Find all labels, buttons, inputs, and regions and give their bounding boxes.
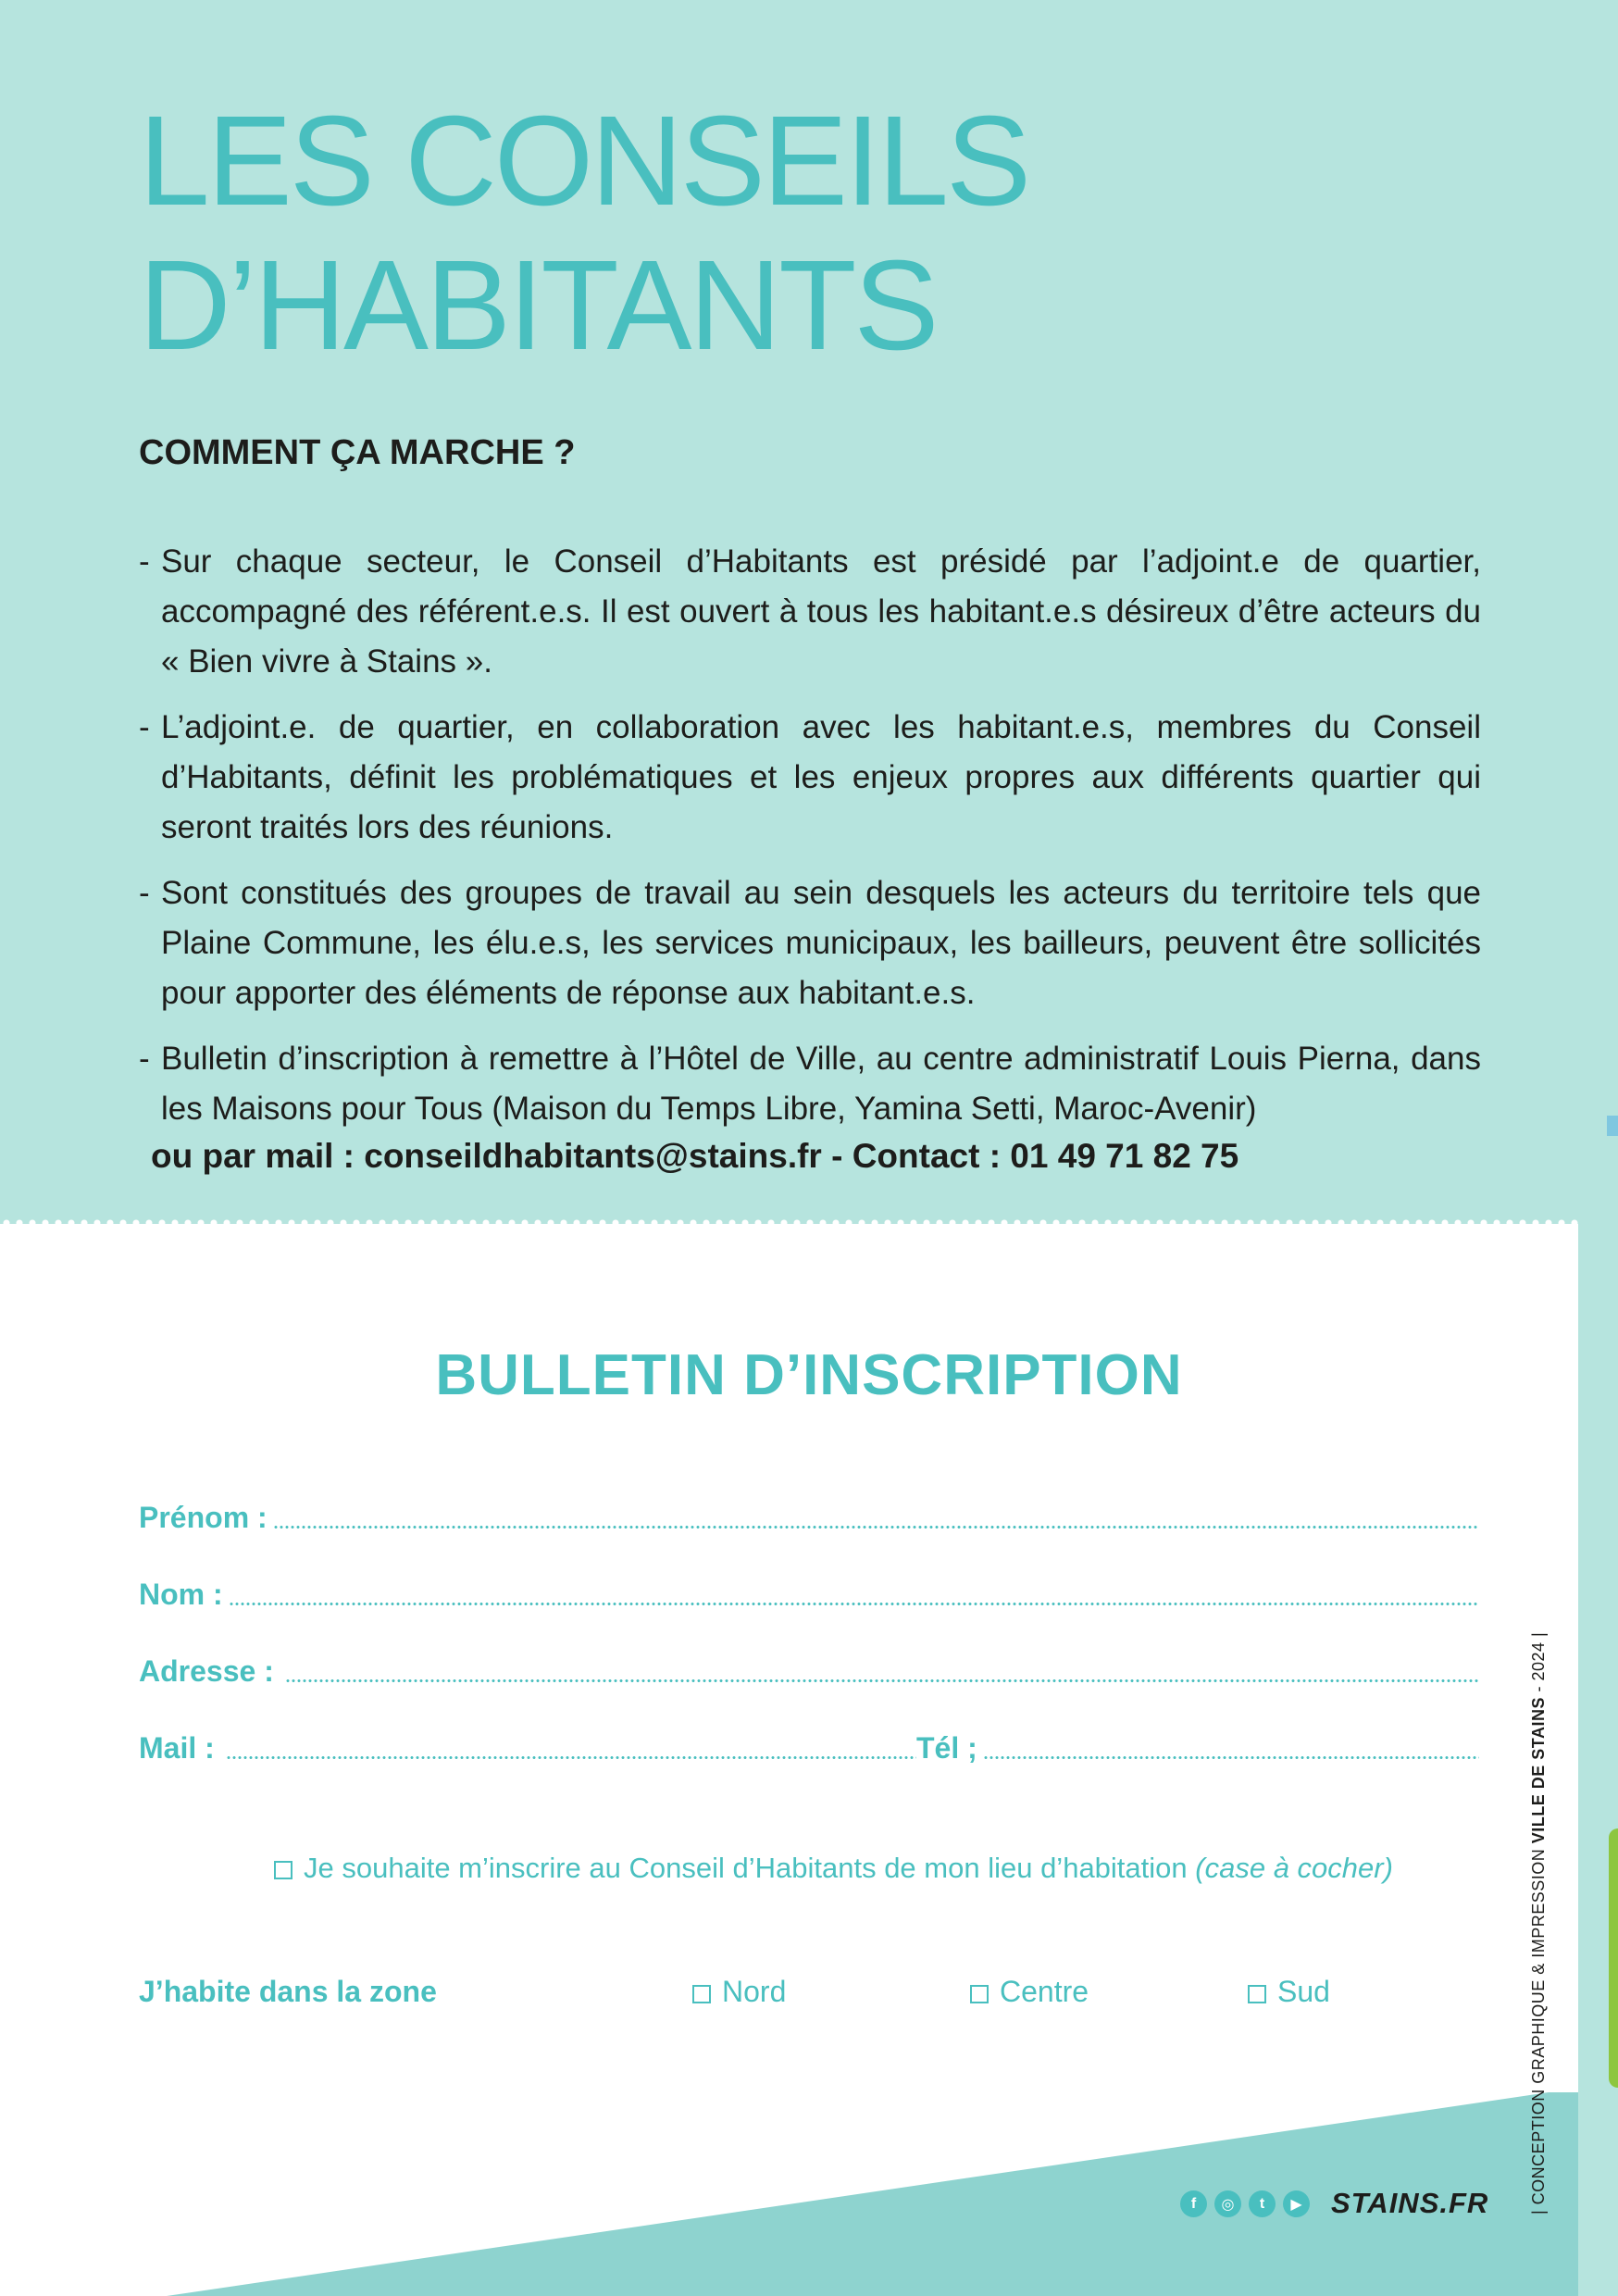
zone-option-centre[interactable] xyxy=(970,1975,1089,2009)
list-item-text: L’adjoint.e. de quartier, en collaboration avec les habitant.e.s, membres du Conseil d’Habitants, définit les problématiques et les enjeux propres aux différents quartier qui seront traités lors des réunions. xyxy=(161,709,1481,845)
zone-checkbox[interactable] xyxy=(1248,1985,1266,2003)
zone-option-label: Sud xyxy=(1277,1975,1330,2008)
edge-accent xyxy=(1609,1828,1618,2088)
instagram-icon[interactable]: ◎ xyxy=(1214,2190,1241,2217)
nom-dotted-line[interactable] xyxy=(229,1603,1479,1605)
zone-option-nord[interactable] xyxy=(692,1975,786,2009)
twitter-icon[interactable]: t xyxy=(1249,2190,1276,2217)
list-dash: - xyxy=(139,543,150,580)
list-item xyxy=(139,703,1481,853)
prenom-field[interactable] xyxy=(139,1498,1479,1535)
tel-field[interactable] xyxy=(916,1728,1479,1766)
credit-year: - 2024 xyxy=(1529,1641,1548,1692)
registration-checkbox-label: Je souhaite m’inscrire au Conseil d’Habitants de mon lieu d’habitation xyxy=(304,1852,1188,1884)
mail-field[interactable] xyxy=(139,1728,916,1766)
registration-checkbox-row[interactable] xyxy=(274,1852,1393,1885)
credit-org: VILLE DE STAINS xyxy=(1529,1697,1548,1844)
zone-option-label: Nord xyxy=(722,1975,787,2008)
tel-label: Tél ; xyxy=(916,1731,977,1765)
zone-option-label: Centre xyxy=(1000,1975,1089,2008)
adresse-field[interactable] xyxy=(139,1652,1479,1689)
contact-line: ou par mail : conseildhabitants@stains.fr - Contact : 01 49 71 82 75 xyxy=(151,1137,1239,1175)
youtube-icon[interactable]: ▶ xyxy=(1283,2190,1310,2217)
credit-bar: | xyxy=(1529,1631,1548,1642)
print-credit xyxy=(1529,1631,1549,2215)
list-item xyxy=(139,868,1481,1018)
prenom-dotted-line[interactable] xyxy=(273,1526,1479,1529)
list-item xyxy=(139,537,1481,687)
list-item-text: Sur chaque secteur, le Conseil d’Habitants est présidé par l’adjoint.e de quartier, accompagné des référent.e.s. Il est ouvert à tous les habitant.e.s désireux d’être acteurs du « Bien vivre à Stains ». xyxy=(161,543,1481,680)
mail-label: Mail : xyxy=(139,1731,215,1765)
registration-checkbox[interactable] xyxy=(274,1861,292,1879)
info-list xyxy=(139,537,1481,1150)
list-dash: - xyxy=(139,709,150,745)
adresse-dotted-line[interactable] xyxy=(285,1679,1479,1682)
mail-dotted-line[interactable] xyxy=(226,1756,916,1759)
adresse-label: Adresse : xyxy=(139,1654,274,1688)
list-item-text: Sont constitués des groupes de travail au sein desquels les acteurs du territoire tels que Plaine Commune, les élu.e.s, les services municipaux, les bailleurs, peuvent être sollicités pour apporter des éléments de réponse aux habitant.e.s. xyxy=(161,875,1481,1011)
social-links xyxy=(1180,2190,1310,2217)
list-item xyxy=(139,1034,1481,1134)
credit-bar: | xyxy=(1529,2204,1548,2215)
title-line-1: LES CONSEILS xyxy=(139,90,1029,232)
tel-dotted-line[interactable] xyxy=(983,1756,1479,1759)
list-dash: - xyxy=(139,875,150,911)
nom-label: Nom : xyxy=(139,1578,223,1611)
edge-accent xyxy=(1607,1116,1618,1136)
zone-checkbox[interactable] xyxy=(970,1985,989,2003)
zone-checkbox[interactable] xyxy=(692,1985,711,2003)
zone-option-sud[interactable] xyxy=(1248,1975,1330,2009)
right-edge-strip xyxy=(1578,1224,1618,2296)
prenom-label: Prénom : xyxy=(139,1501,268,1534)
page-title xyxy=(139,89,1028,378)
credit-prefix: CONCEPTION GRAPHIQUE & IMPRESSION xyxy=(1529,1848,1548,2205)
list-item-text: Bulletin d’inscription à remettre à l’Hôtel de Ville, au centre administratif Louis Pierna, dans les Maisons pour Tous (Maison du Temps Libre, Yamina Setti, Maroc-Avenir) xyxy=(161,1041,1481,1127)
section-heading: COMMENT ÇA MARCHE ? xyxy=(139,433,576,472)
title-line-2: D’HABITANTS xyxy=(139,234,937,377)
nom-field[interactable] xyxy=(139,1575,1479,1612)
list-dash: - xyxy=(139,1041,150,1077)
perforation-divider xyxy=(0,1218,1578,1228)
zone-label: J’habite dans la zone xyxy=(139,1975,437,2008)
form-title: BULLETIN D’INSCRIPTION xyxy=(435,1343,1183,1407)
site-link[interactable]: STAINS.FR xyxy=(1331,2187,1489,2219)
facebook-icon[interactable]: f xyxy=(1180,2190,1207,2217)
checkbox-hint: (case à cocher) xyxy=(1195,1852,1393,1884)
